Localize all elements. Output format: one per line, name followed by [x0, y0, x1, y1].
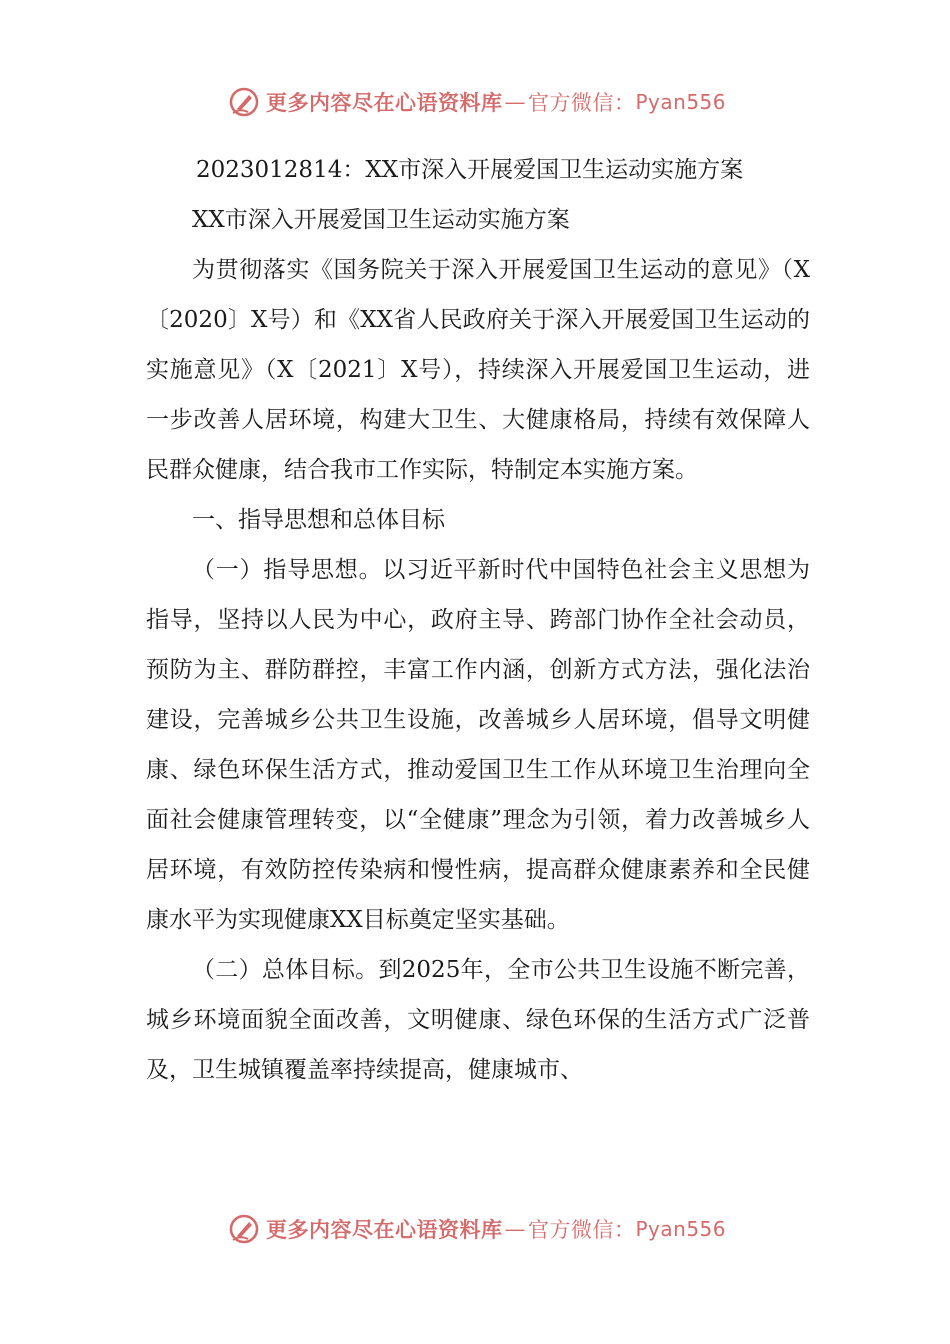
banner-wechat-id: Pyan556: [635, 1217, 727, 1241]
banner-brand-text: 更多内容尽在心语资料库: [266, 1217, 503, 1242]
header-watermark-banner: [228, 82, 748, 122]
banner-official-label: 官方微信：: [528, 1218, 636, 1242]
document-subtitle: XX市深入开展爱国卫生运动实施方案: [192, 207, 570, 233]
banner-wechat-id: Pyan556: [635, 90, 727, 114]
banner-dash: —: [504, 1217, 526, 1241]
overall-goal-paragraph: （二）总体目标。到2025年，全市公共卫生设施不断完善，城乡环境面貌全面改善，文明健康、绿色环保的生活方式广泛普及，卫生城镇覆盖率持续提高，健康城市、: [146, 957, 810, 1083]
section-heading: 一、指导思想和总体目标: [192, 507, 445, 533]
document-title: 2023012814：XX市深入开展爱国卫生运动实施方案: [196, 157, 744, 183]
guiding-thought-paragraph: （一）指导思想。以习近平新时代中国特色社会主义思想为指导，坚持以人民为中心，政府主导、跨部门协作全社会动员，预防为主、群防群控，丰富工作内涵，创新方式方法，强化法治建设，完善城乡公共卫生设施，改善城乡人居环境，倡导文明健康、绿色环保生活方式，推动爱国卫生工作从环境卫生治理向全面社会健康管理转变，以“全健康”理念为引领，着力改善城乡人居环境，有效防控传染病和慢性病，提高群众健康素养和全民健康水平为实现健康XX目标奠定坚实基础。: [146, 557, 810, 933]
banner-dash: —: [504, 90, 526, 114]
pen-logo-icon: [228, 1213, 260, 1245]
banner-official-label: 官方微信：: [528, 91, 636, 115]
pen-logo-icon: [228, 86, 260, 118]
document-body: [146, 145, 810, 1095]
footer-watermark-banner: [228, 1209, 748, 1249]
intro-paragraph: 为贯彻落实《国务院关于深入开展爱国卫生运动的意见》（X〔2020〕X号）和《XX省人民政府关于深入开展爱国卫生运动的实施意见》（X〔2021〕X号），持续深入开展爱国卫生运动，进一步改善人居环境，构建大卫生、大健康格局，持续有效保障人民群众健康，结合我市工作实际，特制定本实施方案。: [146, 257, 810, 483]
banner-brand-text: 更多内容尽在心语资料库: [266, 90, 503, 115]
